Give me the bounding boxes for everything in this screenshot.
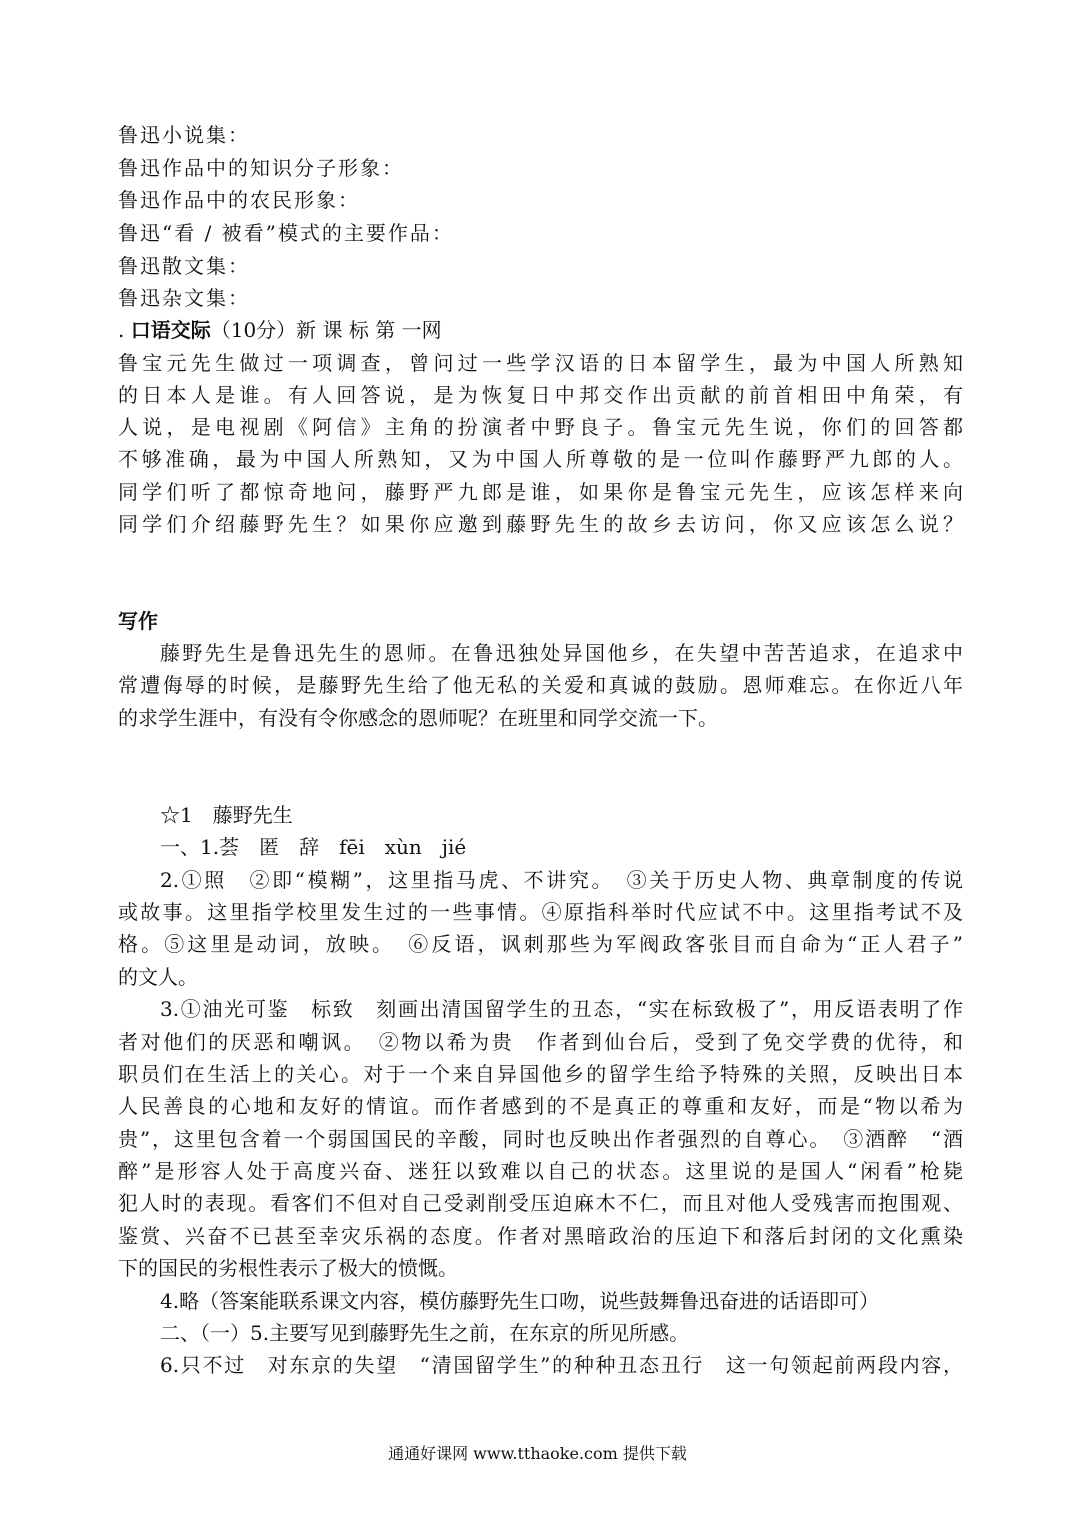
list-item: 鲁迅杂文集：	[118, 286, 250, 310]
answer-q3-line: 鉴赏、兴奋不已甚至幸灾乐祸的态度。作者对黑暗政治的压迫下和落后封闭的文化熏染	[118, 1224, 963, 1248]
oral-paragraph-line: 鲁宝元先生做过一项调查，曾问过一些学汉语的日本留学生，最为中国人所熟知	[118, 351, 963, 375]
answer-q3-line: 人民善良的心地和友好的情谊。而作者感到的不是真正的尊重和友好，而是“物以希为	[118, 1094, 963, 1118]
answer-q3-line: 贵”，这里包含着一个弱国国民的辛酸，同时也反映出作者强烈的自尊心。 ③酒醉 “酒	[118, 1127, 963, 1151]
writing-paragraph-line: 藤野先生是鲁迅先生的恩师。在鲁迅独处异国他乡，在失望中苦苦追求，在追求中	[160, 641, 963, 665]
oral-heading	[118, 317, 963, 343]
oral-paragraph-line: 不够准确，最为中国人所熟知，又为中国人所尊敬的是一位叫作藤野严九郎的人。	[118, 447, 963, 471]
list-item: 鲁迅作品中的农民形象：	[118, 188, 360, 212]
writing-paragraph-line: 常遭侮辱的时候，是藤野先生给了他无私的关爱和真诚的鼓励。恩师难忘。在你近八年	[118, 673, 963, 697]
oral-prefix: .	[118, 318, 125, 342]
answer-q3-line: 3.①油光可鉴 标致 刻画出清国留学生的丑态，“实在标致极了”，用反语表明了作	[160, 997, 963, 1021]
oral-paragraph-line: 人说，是电视剧《阿信》主角的扮演者中野良子。鲁宝元先生说，你们的回答都	[118, 415, 963, 439]
list-item: 鲁迅作品中的知识分子形象：	[118, 156, 404, 180]
answer-q6: 6.只不过 对东京的失望 “清国留学生”的种种丑态丑行 这一句领起前两段内容，	[160, 1353, 963, 1377]
answer-q3-line: 下的国民的劣根性表示了极大的愤慨。	[118, 1256, 458, 1280]
answer-q5: 二、（一）5.主要写见到藤野先生之前，在东京的所见所感。	[160, 1321, 690, 1345]
list-item: 鲁迅小说集：	[118, 123, 250, 147]
oral-score: （10分）新 课 标 第 一网	[210, 318, 442, 342]
page-footer: 通通好课网 www.tthaoke.com 提供下载	[388, 1444, 687, 1463]
answer-q2-line: 2.①照 ②即“模糊”，这里指马虎、不讲究。 ③关于历史人物、典章制度的传说	[160, 868, 963, 892]
list-item: 鲁迅“看 / 被看”模式的主要作品：	[118, 221, 454, 245]
answer-q3-line: 犯人时的表现。看客们不但对自己受剥削受压迫麻木不仁，而且对他人受残害而抱围观、	[118, 1191, 963, 1215]
oral-paragraph-line: 同学们介绍藤野先生？如果你应邀到藤野先生的故乡去访问，你又应该怎么说？	[118, 512, 963, 536]
answer-q3-line: 醉”是形容人处于高度兴奋、迷狂以致难以自己的状态。这里说的是国人“闲看”枪毙	[118, 1159, 963, 1183]
answer-q1: 一、1.荟 匿 辞 fēi xùn jié	[160, 835, 467, 859]
oral-paragraph-line: 的日本人是谁。有人回答说，是为恢复日中邦交作出贡献的前首相田中角荣，有	[118, 383, 963, 407]
oral-paragraph-line: 同学们听了都惊奇地问，藤野严九郎是谁，如果你是鲁宝元先生，应该怎样来向	[118, 480, 963, 504]
oral-title: 口语交际	[130, 318, 211, 342]
answer-heading: ☆1 藤野先生	[160, 803, 293, 827]
list-item: 鲁迅散文集：	[118, 254, 250, 278]
answer-q2-line: 或故事。这里指学校里发生过的一些事情。④原指科举时代应试不中。这里指考试不及	[118, 900, 963, 924]
answer-q3-line: 职员们在生活上的关心。对于一个来自异国他乡的留学生给予特殊的关照，反映出日本	[118, 1062, 963, 1086]
answer-q2-line: 的文人。	[118, 965, 198, 989]
answer-q3-line: 者对他们的厌恶和嘲讽。 ②物以希为贵 作者到仙台后，受到了免交学费的优待，和	[118, 1030, 963, 1054]
writing-title: 写作	[118, 609, 158, 633]
writing-paragraph-line: 的求学生涯中，有没有令你感念的恩师呢？在班里和同学交流一下。	[118, 706, 718, 730]
answer-q4: 4.略（答案能联系课文内容，模仿藤野先生口吻，说些鼓舞鲁迅奋进的话语即可）	[160, 1289, 880, 1313]
answer-q2-line: 格。⑤这里是动词，放映。 ⑥反语，讽刺那些为军阀政客张目而自命为“正人君子”	[118, 932, 963, 956]
